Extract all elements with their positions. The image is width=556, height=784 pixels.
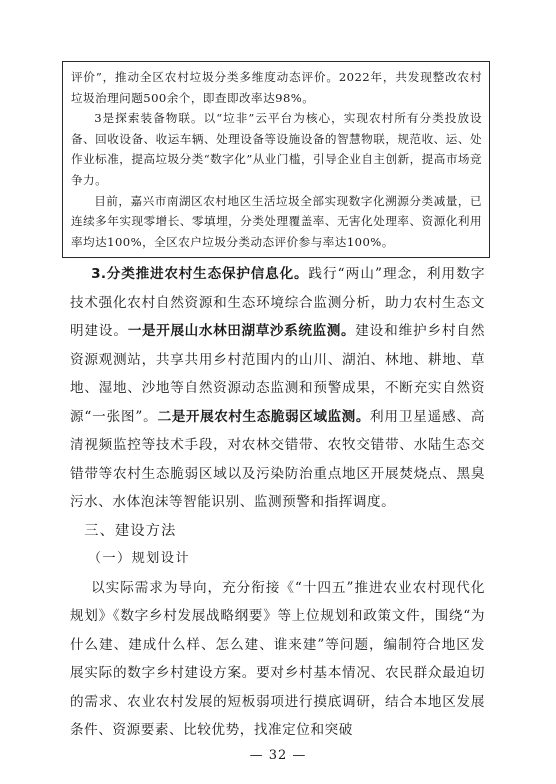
box-paragraph-2: 3是探索装备物联。以“垃非”云平台为核心，实现农村所有分类投放设备、回收设备、收运车辆、处理设备等设施设备的智慧物联，规范收、运、处作业标准，提高垃圾分类“数字化”从业门槛，引导企业自主创新，提高市场竞争力。 xyxy=(71,111,482,187)
paragraph-ecology xyxy=(70,260,485,517)
body-text xyxy=(70,260,485,745)
box-paragraph-1: 评价”，推动全区农村垃圾分类多维度动态评价。2022年，共发现整改农村垃圾治理问题500余个，即查即改率达98%。 xyxy=(71,70,482,105)
subsection-heading: （一）规划设计 xyxy=(87,551,190,566)
bold-point-2: 二是开展农村生态脆弱区域监测。 xyxy=(157,408,370,425)
paragraph-planning: 以实际需求为导向，充分衔接《“十四五”推进农业农村现代化规划》《数字乡村发展战略纲要》等上位规划和政策文件，围绕“为什么建、建成什么样、怎么建、谁来建”等问题，编制符合地区发展实际的数字乡村建设方案。要对乡村基本情况、农民群众最迫切的需求、农业农村发展的短板弱项进行摸底调研，结合本地区发展条件、资源要素、比较优势，找准定位和突破 xyxy=(70,579,485,738)
paragraph-text: 利用卫星遥感、高清视频监控等技术手段，对农林交错带、农牧交错带、水陆生态交错带等农村生态脆弱区域以及污染防治重点地区开展焚烧点、黑臭污水、水体泡沫等智能识别、监测预警和指挥调度。 xyxy=(70,408,486,510)
bold-point-1: 一是开展山水林田湖草沙系统监测。 xyxy=(127,323,356,339)
paragraph-text: 建设和维护乡村自然资源观测站，共享共用乡村范围内的山川、湖泊、林地、耕地、草地、湿地、沙地等自然资源动态监测和预警成果，不断充实自然资源“一张图”。 xyxy=(70,323,485,425)
case-study-box xyxy=(62,61,490,258)
section-heading: 三、建设方法 xyxy=(84,522,177,539)
box-paragraph-3: 目前，嘉兴市南湖区农村地区生活垃圾全部实现数字化溯源分类减量，已连续多年实现零增长、零填埋，分类处理覆盖率、无害化处理率、资源化利用率均达100%，全区农户垃圾分类动态评价参与率达100%。 xyxy=(71,193,482,249)
paragraph-text: 践行“两山”理念，利用数字技术强化农村自然资源和生态环境综合监测分析，助力农村生态文明建设。 xyxy=(70,266,485,339)
paragraph-heading-ecology: 3.分类推进农村生态保护信息化。 xyxy=(91,266,309,282)
page-number: — 32 — xyxy=(249,748,307,763)
